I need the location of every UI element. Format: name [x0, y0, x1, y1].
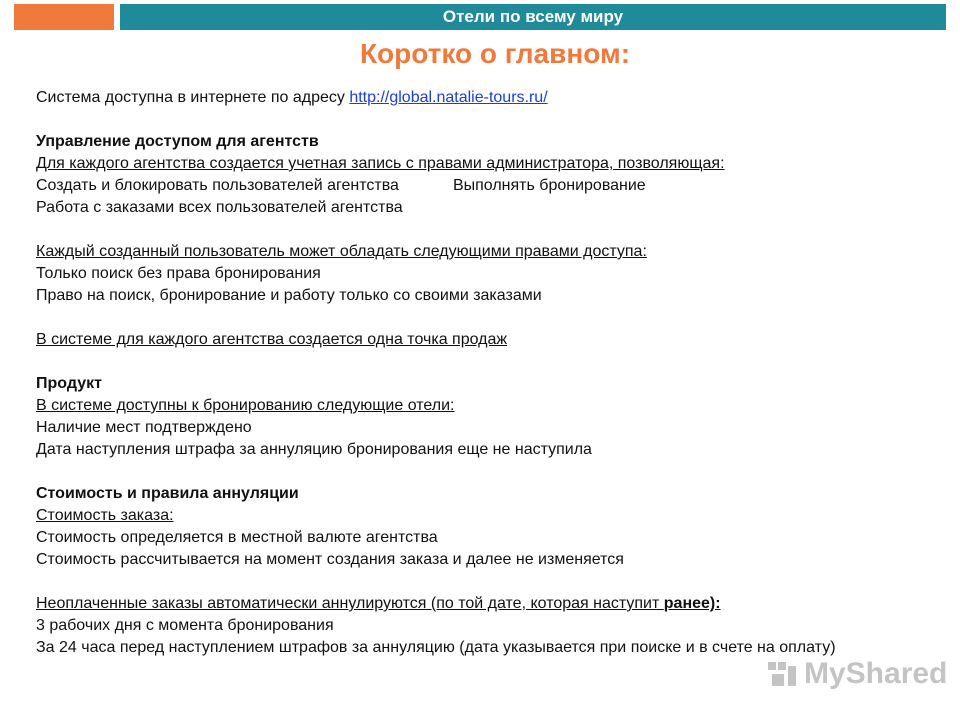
spacer	[36, 219, 916, 241]
sales-point: В системе для каждого агентства создается одна точка продаж	[36, 331, 508, 348]
cancel-intro-line	[36, 593, 916, 615]
cancel-item-1: 3 рабочих дня с момента бронирования	[36, 617, 334, 634]
watermark-text: MyShared	[804, 657, 948, 690]
spacer	[36, 109, 916, 131]
user-intro: Каждый созданный пользователь может обладать следующими правами доступа:	[36, 243, 647, 260]
site-link[interactable]: http://global.natalie-tours.ru/	[349, 89, 548, 106]
admin-item-2: Выполнять бронирование	[452, 177, 646, 194]
intro-line	[36, 87, 916, 109]
page-title: Коротко о главном:	[359, 38, 631, 69]
watermark	[766, 654, 947, 694]
user-item-1: Только поиск без права бронирования	[36, 265, 321, 282]
cancel-item-2: За 24 часа перед наступлением штрафов за аннуляцию (дата указывается при поиске и в счете на оплату)	[36, 639, 836, 656]
product-item-1: Наличие мест подтверждено	[36, 419, 252, 436]
access-heading: Управление доступом для агентств	[36, 133, 319, 150]
cancel-intro-bold: ранее):	[663, 595, 721, 612]
watermark-logo-icon	[766, 658, 800, 690]
pricing-heading: Стоимость и правила аннуляции	[36, 485, 299, 502]
user-item-2: Право на поиск, бронирование и работу только со своими заказами	[36, 287, 542, 304]
admin-item-3: Работа с заказами всех пользователей агентства	[36, 199, 403, 216]
admin-item-1: Создать и блокировать пользователей агентства	[36, 177, 399, 194]
cancel-intro: Неоплаченные заказы автоматически аннулируются (по той дате, которая наступит	[36, 595, 664, 612]
product-heading: Продукт	[36, 375, 102, 392]
spacer	[36, 461, 916, 483]
cost-intro: Стоимость заказа:	[36, 507, 174, 524]
header-banner	[120, 4, 946, 30]
spacer	[36, 571, 916, 593]
cost-item-1: Стоимость определяется в местной валюте агентства	[36, 529, 438, 546]
intro-text: Система доступна в интернете по адресу	[36, 89, 350, 106]
admin-intro: Для каждого агентства создается учетная запись с правами администратора, позволяющая:	[36, 155, 725, 172]
product-item-2: Дата наступления штрафа за аннуляцию бронирования еще не наступила	[36, 441, 592, 458]
header-orange-block	[14, 4, 114, 30]
header-banner-text: Отели по всему миру	[442, 7, 624, 26]
spacer	[36, 351, 916, 373]
cost-item-2: Стоимость рассчитывается на момент создания заказа и далее не изменяется	[36, 551, 624, 568]
product-intro: В системе доступны к бронированию следующие отели:	[36, 397, 455, 414]
admin-items-row	[36, 175, 916, 197]
content-body	[36, 87, 916, 659]
spacer	[36, 307, 916, 329]
